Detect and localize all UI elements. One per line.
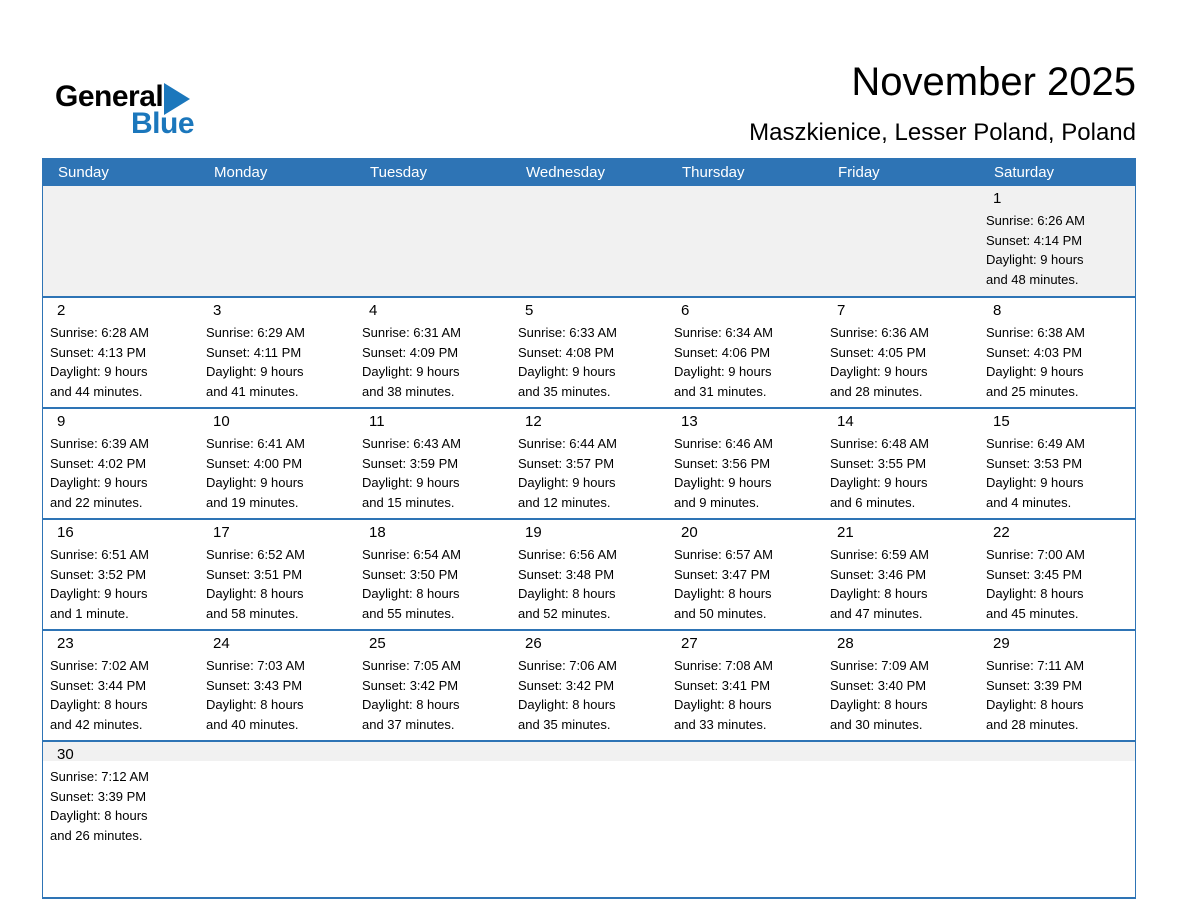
- day-cell: [979, 298, 1135, 407]
- day-detail: Sunset: 3:57 PM: [518, 455, 615, 471]
- day-detail: Daylight: 8 hours: [362, 586, 460, 601]
- day-detail: Sunset: 3:42 PM: [362, 677, 459, 693]
- day-detail: and 35 minutes.: [518, 716, 611, 732]
- day-detail: Sunrise: 6:33 AM: [518, 325, 617, 340]
- day-detail: and 4 minutes.: [986, 494, 1072, 510]
- weekday-label: Friday: [838, 163, 880, 181]
- day-detail: Sunset: 4:14 PM: [986, 232, 1083, 248]
- day-cell: [823, 520, 979, 629]
- day-detail: Sunset: 4:11 PM: [206, 344, 302, 360]
- day-detail: Daylight: 9 hours: [674, 364, 772, 379]
- day-detail: Sunset: 3:40 PM: [830, 677, 927, 693]
- day-detail: Sunset: 4:05 PM: [830, 344, 927, 360]
- day-cell: [511, 409, 667, 518]
- day-detail: Sunrise: 6:59 AM: [830, 547, 929, 562]
- day-detail: Sunrise: 6:43 AM: [362, 436, 461, 451]
- day-detail: and 19 minutes.: [206, 494, 299, 510]
- day-detail: Daylight: 9 hours: [50, 475, 148, 490]
- day-detail: Daylight: 9 hours: [362, 364, 460, 379]
- day-number: 8: [993, 302, 1002, 319]
- day-detail: Sunset: 3:39 PM: [50, 788, 147, 804]
- week-row: [43, 186, 1135, 296]
- day-detail: and 52 minutes.: [518, 605, 611, 621]
- day-detail: and 48 minutes.: [986, 271, 1079, 287]
- day-cell: [511, 520, 667, 629]
- day-detail: and 37 minutes.: [362, 716, 455, 732]
- day-number: 22: [993, 524, 1010, 541]
- weekday-label: Saturday: [994, 163, 1055, 181]
- day-detail: Sunrise: 6:51 AM: [50, 547, 149, 562]
- day-detail: Sunset: 3:43 PM: [206, 677, 303, 693]
- day-number: 7: [837, 302, 846, 319]
- day-number: 30: [57, 746, 74, 763]
- day-detail: Sunset: 3:45 PM: [986, 566, 1083, 582]
- day-detail: Sunrise: 6:39 AM: [50, 436, 149, 451]
- day-detail: Sunrise: 6:49 AM: [986, 436, 1085, 451]
- day-detail: Sunrise: 7:08 AM: [674, 658, 773, 673]
- day-number: 13: [681, 413, 698, 430]
- day-detail: Daylight: 8 hours: [50, 808, 148, 823]
- logo-triangle-icon: [164, 83, 190, 115]
- day-cell: [667, 520, 823, 629]
- day-number: 26: [525, 635, 542, 652]
- day-number: 21: [837, 524, 854, 541]
- day-detail: and 1 minute.: [50, 605, 129, 621]
- day-detail: and 38 minutes.: [362, 383, 455, 399]
- day-detail: Sunrise: 6:34 AM: [674, 325, 773, 340]
- day-detail: Sunrise: 7:09 AM: [830, 658, 929, 673]
- day-detail: Daylight: 8 hours: [830, 697, 928, 712]
- day-detail: Sunset: 3:51 PM: [206, 566, 303, 582]
- day-detail: and 33 minutes.: [674, 716, 767, 732]
- day-detail: Sunrise: 6:54 AM: [362, 547, 461, 562]
- empty-cell: [355, 186, 511, 296]
- empty-cell: [979, 742, 1135, 897]
- day-cell: [43, 409, 199, 518]
- weekday-label: Monday: [214, 163, 268, 181]
- empty-cell: [511, 742, 667, 897]
- day-cell: [355, 520, 511, 629]
- day-detail: and 35 minutes.: [518, 383, 611, 399]
- day-detail: Sunrise: 6:29 AM: [206, 325, 305, 340]
- day-detail: Sunrise: 7:00 AM: [986, 547, 1085, 562]
- day-detail: Sunset: 3:59 PM: [362, 455, 459, 471]
- day-detail: Sunset: 3:47 PM: [674, 566, 771, 582]
- day-detail: and 25 minutes.: [986, 383, 1079, 399]
- day-number: 16: [57, 524, 74, 541]
- day-cell: [199, 520, 355, 629]
- day-detail: and 31 minutes.: [674, 383, 767, 399]
- day-cell: [979, 520, 1135, 629]
- day-number: 20: [681, 524, 698, 541]
- day-detail: Sunrise: 6:57 AM: [674, 547, 773, 562]
- day-detail: Sunrise: 7:12 AM: [50, 769, 149, 784]
- empty-cell: [823, 742, 979, 897]
- day-detail: Daylight: 9 hours: [986, 252, 1084, 267]
- empty-cell: [667, 742, 823, 897]
- week-row: [43, 740, 1135, 897]
- day-number: 24: [213, 635, 230, 652]
- day-detail: Sunrise: 7:05 AM: [362, 658, 461, 673]
- day-detail: Sunrise: 6:56 AM: [518, 547, 617, 562]
- day-detail: Sunset: 4:03 PM: [986, 344, 1083, 360]
- day-cell: [199, 298, 355, 407]
- day-detail: Daylight: 9 hours: [206, 475, 304, 490]
- day-detail: Sunset: 3:41 PM: [674, 677, 771, 693]
- calendar-body: [43, 186, 1135, 897]
- day-detail: Sunset: 3:53 PM: [986, 455, 1083, 471]
- weekday-label: Thursday: [682, 163, 745, 181]
- empty-cell: [199, 186, 355, 296]
- day-detail: Daylight: 8 hours: [50, 697, 148, 712]
- day-detail: Sunrise: 7:11 AM: [986, 658, 1085, 673]
- day-number: 11: [369, 413, 385, 430]
- day-detail: Sunrise: 6:31 AM: [362, 325, 461, 340]
- day-detail: Daylight: 9 hours: [362, 475, 460, 490]
- day-detail: and 42 minutes.: [50, 716, 143, 732]
- empty-cell: [511, 186, 667, 296]
- day-detail: Daylight: 9 hours: [518, 475, 616, 490]
- day-cell: [43, 298, 199, 407]
- day-detail: and 28 minutes.: [830, 383, 923, 399]
- weekday-label: Sunday: [58, 163, 109, 181]
- day-number: 12: [525, 413, 542, 430]
- day-number: 6: [681, 302, 690, 319]
- day-cell: [43, 742, 199, 897]
- day-detail: Daylight: 8 hours: [206, 586, 304, 601]
- day-detail: Sunrise: 6:52 AM: [206, 547, 305, 562]
- day-detail: Daylight: 8 hours: [674, 586, 772, 601]
- day-detail: and 30 minutes.: [830, 716, 923, 732]
- day-detail: Daylight: 8 hours: [674, 697, 772, 712]
- day-detail: Daylight: 9 hours: [50, 364, 148, 379]
- day-detail: Sunset: 3:39 PM: [986, 677, 1083, 693]
- header: [749, 60, 1136, 147]
- day-detail: and 15 minutes.: [362, 494, 455, 510]
- day-detail: Sunrise: 6:38 AM: [986, 325, 1085, 340]
- day-cell: [199, 631, 355, 740]
- day-detail: and 41 minutes.: [206, 383, 299, 399]
- day-detail: Daylight: 9 hours: [518, 364, 616, 379]
- day-detail: and 45 minutes.: [986, 605, 1079, 621]
- day-number: 4: [369, 302, 378, 319]
- week-row: [43, 629, 1135, 740]
- logo-text-general: General: [55, 80, 164, 113]
- empty-cell: [667, 186, 823, 296]
- day-cell: [355, 409, 511, 518]
- day-cell: [823, 631, 979, 740]
- day-detail: and 50 minutes.: [674, 605, 767, 621]
- day-detail: and 26 minutes.: [50, 827, 143, 843]
- day-detail: Sunrise: 6:36 AM: [830, 325, 929, 340]
- day-detail: and 12 minutes.: [518, 494, 611, 510]
- day-detail: Sunset: 4:02 PM: [50, 455, 147, 471]
- day-detail: and 28 minutes.: [986, 716, 1079, 732]
- page-title: November 2025: [851, 60, 1136, 104]
- logo-row: [55, 80, 194, 114]
- day-detail: Sunset: 3:48 PM: [518, 566, 615, 582]
- day-detail: Daylight: 9 hours: [830, 364, 928, 379]
- day-cell: [667, 409, 823, 518]
- empty-cell: [199, 742, 355, 897]
- weekday-label: Wednesday: [526, 163, 605, 181]
- day-detail: Sunset: 3:52 PM: [50, 566, 147, 582]
- day-detail: Sunrise: 6:48 AM: [830, 436, 929, 451]
- logo: [55, 80, 194, 141]
- day-detail: Sunset: 3:56 PM: [674, 455, 771, 471]
- page-subtitle: Maszkienice, Lesser Poland, Poland: [749, 119, 1136, 146]
- day-detail: and 9 minutes.: [674, 494, 760, 510]
- day-detail: Daylight: 8 hours: [830, 586, 928, 601]
- day-detail: Sunset: 4:06 PM: [674, 344, 771, 360]
- day-cell: [511, 631, 667, 740]
- calendar: [42, 158, 1136, 899]
- day-number: 17: [213, 524, 230, 541]
- day-number: 15: [993, 413, 1010, 430]
- day-number: 5: [525, 302, 534, 319]
- day-number: 19: [525, 524, 542, 541]
- day-cell: [823, 298, 979, 407]
- day-detail: Daylight: 8 hours: [518, 586, 616, 601]
- day-detail: and 22 minutes.: [50, 494, 143, 510]
- day-number: 9: [57, 413, 66, 430]
- day-number: 23: [57, 635, 74, 652]
- day-cell: [43, 631, 199, 740]
- empty-cell: [43, 186, 199, 296]
- day-cell: [667, 631, 823, 740]
- day-number: 28: [837, 635, 854, 652]
- day-detail: and 47 minutes.: [830, 605, 923, 621]
- day-detail: Daylight: 9 hours: [986, 475, 1084, 490]
- weekday-label: Tuesday: [370, 163, 427, 181]
- day-detail: Sunset: 4:08 PM: [518, 344, 615, 360]
- day-detail: and 55 minutes.: [362, 605, 455, 621]
- day-cell: [43, 520, 199, 629]
- day-detail: Sunset: 3:42 PM: [518, 677, 615, 693]
- day-detail: Daylight: 9 hours: [986, 364, 1084, 379]
- day-detail: Daylight: 8 hours: [986, 586, 1084, 601]
- logo-text-blue: Blue: [131, 107, 195, 140]
- day-detail: and 44 minutes.: [50, 383, 143, 399]
- day-detail: Daylight: 9 hours: [206, 364, 304, 379]
- day-detail: and 40 minutes.: [206, 716, 299, 732]
- weekday-header-row: [43, 158, 1135, 186]
- day-cell: [979, 186, 1135, 296]
- day-number: 2: [57, 302, 66, 319]
- day-detail: Sunset: 4:13 PM: [50, 344, 147, 360]
- day-detail: Daylight: 9 hours: [50, 586, 148, 601]
- day-detail: Daylight: 8 hours: [986, 697, 1084, 712]
- day-detail: and 58 minutes.: [206, 605, 299, 621]
- day-number: 14: [837, 413, 854, 430]
- day-detail: Sunrise: 6:44 AM: [518, 436, 617, 451]
- day-number: 3: [213, 302, 222, 319]
- day-detail: Sunset: 3:44 PM: [50, 677, 147, 693]
- day-detail: Sunset: 3:46 PM: [830, 566, 927, 582]
- day-detail: Daylight: 8 hours: [518, 697, 616, 712]
- empty-cell: [355, 742, 511, 897]
- day-detail: Sunrise: 7:02 AM: [50, 658, 149, 673]
- day-cell: [355, 298, 511, 407]
- day-detail: Sunrise: 6:46 AM: [674, 436, 773, 451]
- day-detail: Daylight: 9 hours: [674, 475, 772, 490]
- day-cell: [979, 631, 1135, 740]
- day-cell: [199, 409, 355, 518]
- empty-cell: [823, 186, 979, 296]
- day-number: 10: [213, 413, 230, 430]
- day-cell: [667, 298, 823, 407]
- day-detail: Sunrise: 7:03 AM: [206, 658, 305, 673]
- day-detail: Sunset: 4:00 PM: [206, 455, 303, 471]
- day-detail: Sunrise: 6:41 AM: [206, 436, 305, 451]
- day-cell: [979, 409, 1135, 518]
- day-cell: [823, 409, 979, 518]
- day-number: 27: [681, 635, 698, 652]
- day-detail: and 6 minutes.: [830, 494, 916, 510]
- day-detail: Sunrise: 6:26 AM: [986, 213, 1085, 228]
- week-row: [43, 296, 1135, 407]
- day-cell: [511, 298, 667, 407]
- week-row: [43, 518, 1135, 629]
- day-detail: Daylight: 8 hours: [206, 697, 304, 712]
- day-detail: Sunset: 3:55 PM: [830, 455, 927, 471]
- day-detail: Daylight: 9 hours: [830, 475, 928, 490]
- day-detail: Sunset: 3:50 PM: [362, 566, 459, 582]
- day-cell: [355, 631, 511, 740]
- day-number: 1: [993, 190, 1002, 207]
- day-detail: Daylight: 8 hours: [362, 697, 460, 712]
- week-row: [43, 407, 1135, 518]
- day-detail: Sunset: 4:09 PM: [362, 344, 459, 360]
- day-number: 18: [369, 524, 386, 541]
- day-number: 25: [369, 635, 386, 652]
- day-number: 29: [993, 635, 1010, 652]
- day-detail: Sunrise: 7:06 AM: [518, 658, 617, 673]
- day-detail: Sunrise: 6:28 AM: [50, 325, 149, 340]
